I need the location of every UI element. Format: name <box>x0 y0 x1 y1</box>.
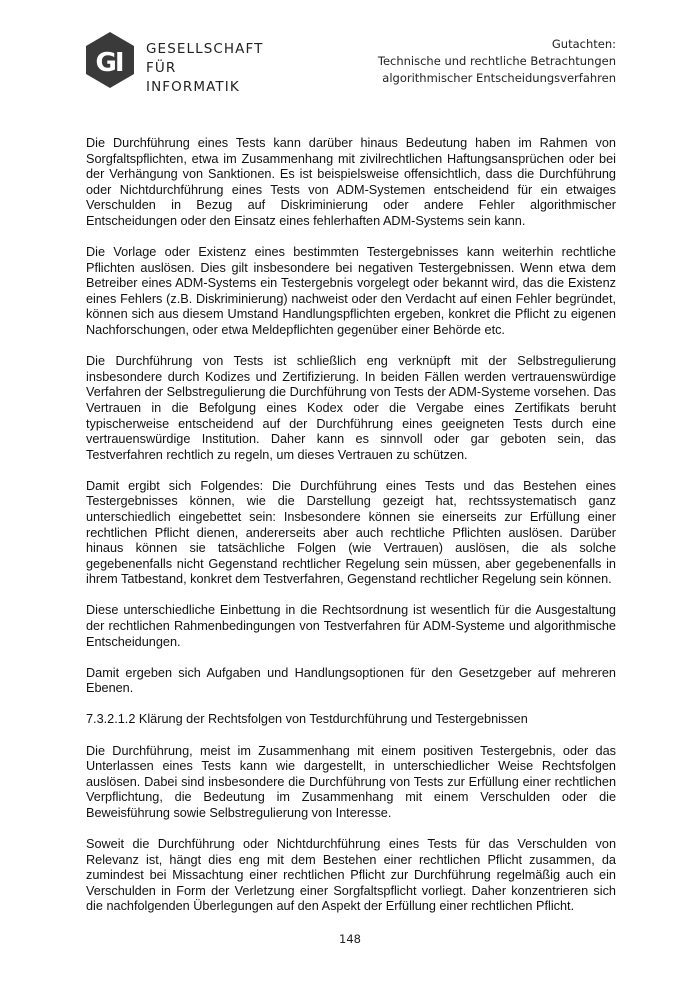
section-heading: 7.3.2.1.2 Klärung der Rechtsfolgen von Testdurchführung und Testergebnissen <box>86 712 528 727</box>
paragraph: Damit ergibt sich Folgendes: Die Durchführung eines Tests und das Bestehen eines Testergebnisses können, wie die Darstellung gezeigt hat, rechtssystematisch ganz unterschiedlich eingebettet sein: Insbesondere können sie einerseits zur Erfüllung einer rechtlichen Pflicht dienen, andererseits aber auch rechtliche Pflichten auslösen. Darüber hinaus können sie tatsächliche Folgen (wie Vertrauen) auslösen, die als solche gegebenenfalls nicht Gegenstand rechtlicher Regelung sein müssen, aber gegebenenfalls in ihrem Tatbestand, konkret dem Testverfahren, Gegenstand rechtlicher Regelung sein können. <box>86 478 616 587</box>
gi-logo-mark-icon <box>84 30 140 90</box>
logo-org-line-2: FÜR INFORMATIK <box>146 60 240 95</box>
logo-org-name <box>146 40 264 97</box>
paragraph: Die Durchführung von Tests ist schließlich eng verknüpft mit der Selbstregulierung insbesondere durch Kodizes und Zertifizierung. In beiden Fällen werden vertrauenswürdige Verfahren der Selbstregulierung die Durchführung von Tests der ADM-Systeme vorsehen. Das Vertrauen in die Befolgung eines Kodex oder die Vergabe eines Zertifikats beruht typischerweise entscheidend auf der Durchführung eines geeigneten Tests durch eine vertrauenswürdige Institution. Daher kann es sinnvoll oder gar geboten sein, das Testverfahren rechtlich zu regeln, um dieses Vertrauen zu schützen. <box>86 354 616 462</box>
paragraph: Diese unterschiedliche Einbettung in die Rechtsordnung ist wesentlich für die Ausgestaltung der rechtlichen Rahmenbedingungen von Testverfahren für ADM-Systeme und algorithmische Entscheidungen. <box>86 603 616 649</box>
page-number: 148 <box>339 932 361 946</box>
gi-logo-mark-text: GI <box>95 48 123 78</box>
document-body <box>86 136 616 930</box>
paragraph: Damit ergeben sich Aufgaben und Handlungsoptionen für den Gesetzgeber auf mehreren Ebenen. <box>86 665 616 696</box>
logo-org-line-1: GESELLSCHAFT <box>146 41 264 57</box>
doc-title-line-1: Gutachten: <box>551 37 616 51</box>
page-header <box>0 0 700 110</box>
paragraph: Die Vorlage oder Existenz eines bestimmten Testergebnisses kann weiterhin rechtliche Pflichten auslösen. Dies gilt insbesondere bei negativen Testergebnissen. Wenn etwa dem Betreiber eines ADM-Systems ein Testergebnis vorgelegt oder bekannt wird, das die Existenz eines Fehlers (z.B. Diskriminierung) nachweist oder den Verdacht auf einen Fehler begründet, können sich aus diesem Umstand Handlungspflichten ergeben, konkret die Pflicht zu eigenen Nachforschungen, oder etwa Meldepflichten gegenüber einer Behörde etc. <box>86 245 616 338</box>
document-title <box>378 36 616 87</box>
gi-logo <box>84 30 264 95</box>
doc-title-line-3: algorithmischer Entscheidungsverfahren <box>382 71 616 85</box>
paragraph: Die Durchführung, meist im Zusammenhang mit einem positiven Testergebnis, oder das Unterlassen eines Tests kann wie dargestellt, in unterschiedlicher Weise Rechtsfolgen auslösen. Dabei sind insbesondere die Durchführung von Tests zur Erfüllung einer rechtlichen Verpflichtung, die Bedeutung im Zusammenhang mit einem Verschulden oder die Beweisführung sowie Selbstregulierung von Interesse. <box>86 743 616 820</box>
doc-title-line-2: Technische und rechtliche Betrachtungen <box>377 54 616 68</box>
paragraph: Die Durchführung eines Tests kann darüber hinaus Bedeutung haben im Rahmen von Sorgfaltspflichten, etwa im Zusammenhang mit zivilrechtlichen Haftungsansprüchen oder bei der Verhängung von Sanktionen. Es ist beispielsweise offensichtlich, dass die Durchführung oder Nichtdurchführung eines Tests von ADM-Systemen entscheidend für ein etwaiges Verschulden in Bezug auf Diskriminierung oder andere Fehler algorithmischer Entscheidungen oder den Einsatz eines fehlerhaften ADM-Systems sein kann. <box>86 136 616 228</box>
paragraph: Soweit die Durchführung oder Nichtdurchführung eines Tests für das Verschulden von Relevanz ist, hängt dies eng mit dem Bestehen einer rechtlichen Pflicht zusammen, da zumindest bei Missachtung einer rechtlichen Pflicht zur Durchführung regelmäßig auch ein Verschulden in Form der Verletzung einer Sorgfaltspflicht vorliegt. Daher konzentrieren sich die nachfolgenden Überlegungen auf den Aspekt der Erfüllung einer rechtlichen Pflicht. <box>86 836 616 914</box>
